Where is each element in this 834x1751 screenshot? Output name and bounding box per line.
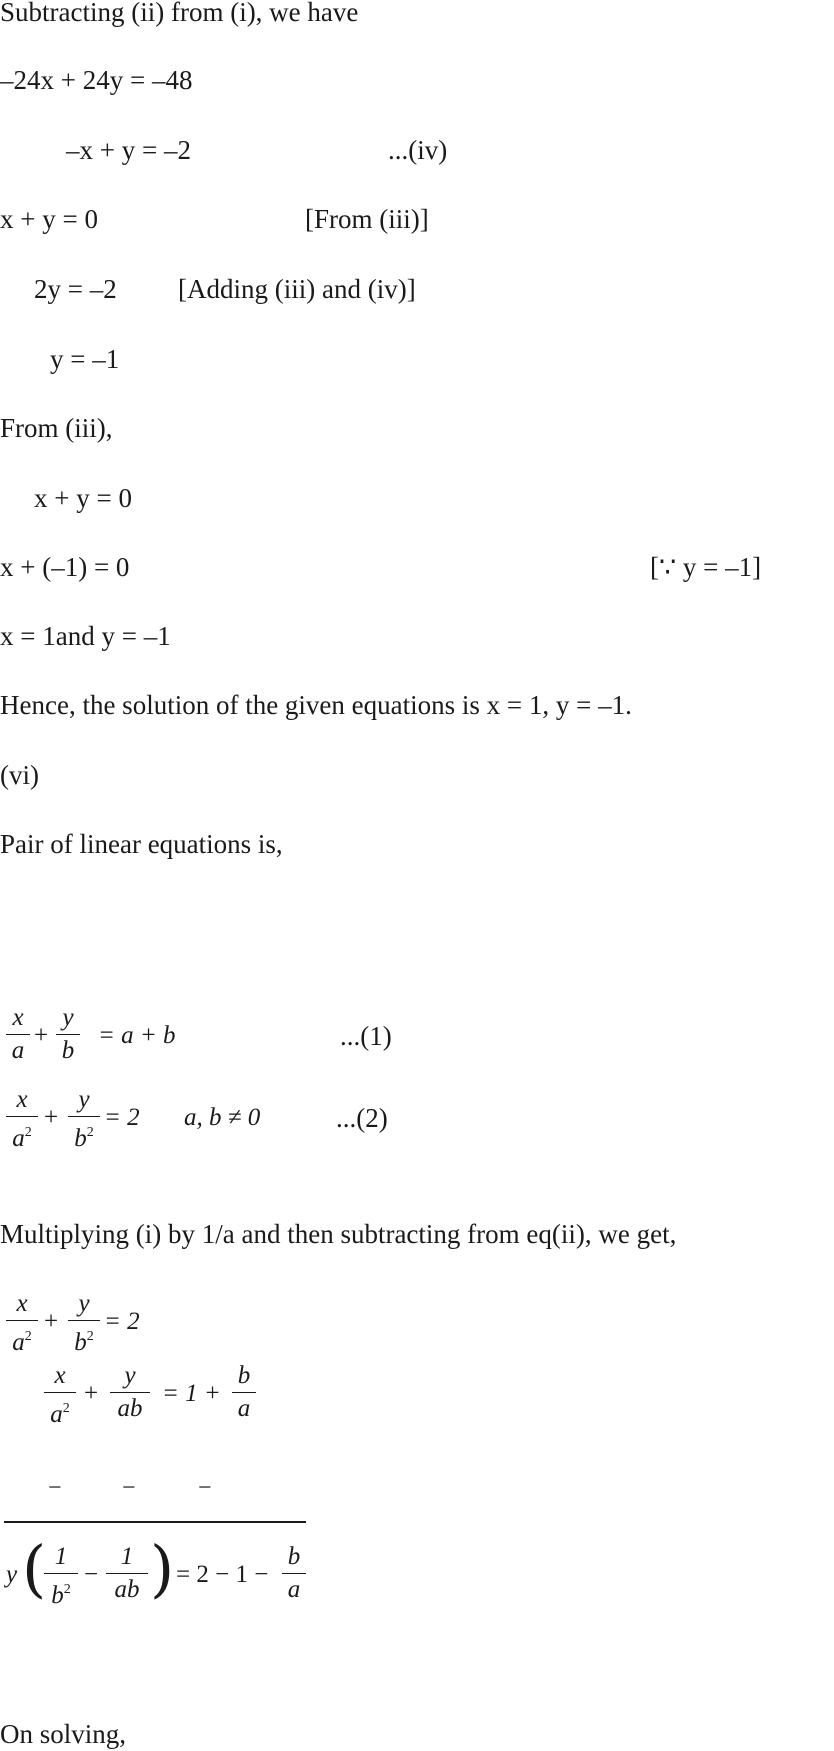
text-line: Subtracting (ii) from (i), we have xyxy=(0,0,359,27)
equation-rhs: = 2 − 1 − xyxy=(176,1561,269,1588)
operator: + xyxy=(44,1308,59,1335)
minus-sign: − xyxy=(122,1475,136,1501)
fraction: x a xyxy=(6,1004,30,1065)
fraction: x $a^2$ xyxy=(44,1362,76,1429)
fraction: x $a^2$ xyxy=(6,1086,38,1153)
fraction: x $a^2$ xyxy=(6,1290,38,1357)
minus-sign: − xyxy=(48,1475,62,1501)
text-line: On solving, xyxy=(0,1719,127,1749)
equation-reason: [Adding (iii) and (iv)] xyxy=(178,274,416,304)
text-line: From (iii), xyxy=(0,413,113,443)
equation-rhs: = 2 xyxy=(104,1308,140,1335)
equation-line: x + (–1) = 0 xyxy=(0,552,130,582)
equation-lhs: y xyxy=(6,1561,18,1588)
equation-tag: ...(2) xyxy=(336,1103,388,1133)
fraction: y ab xyxy=(110,1362,150,1423)
equation-line: –x + y = –2 xyxy=(66,135,191,165)
subtraction-rule xyxy=(4,1521,306,1523)
equation-condition: a, b ≠ 0 xyxy=(184,1104,261,1131)
equation-line: x = 1and y = –1 xyxy=(0,621,171,651)
equation-tag: ...(iv) xyxy=(388,135,448,165)
text-line: Pair of linear equations is, xyxy=(0,829,283,859)
operator: + xyxy=(84,1380,99,1407)
text-line: Hence, the solution of the given equations is x = 1, y = –1. xyxy=(0,690,632,720)
fraction: y b xyxy=(56,1004,80,1065)
equation-reason: [∵ y = –1] xyxy=(650,552,762,582)
equation-line: x + y = 0 xyxy=(0,204,98,234)
fraction: 1 ab xyxy=(106,1543,148,1604)
equation-reason: [From (iii)] xyxy=(305,204,429,234)
fraction: y $b^2$ xyxy=(68,1290,100,1357)
operator: − xyxy=(84,1561,99,1588)
text-line: Multiplying (i) by 1/a and then subtracting from eq(ii), we get, xyxy=(0,1219,677,1249)
equation-rhs: = 2 xyxy=(104,1104,140,1131)
fraction: y $b^2$ xyxy=(68,1086,100,1153)
fraction: b a xyxy=(232,1362,256,1423)
equation-rhs: = 1 + xyxy=(162,1380,221,1407)
equation-line: y = –1 xyxy=(50,344,120,374)
operator: + xyxy=(34,1022,49,1049)
equation-line: x + y = 0 xyxy=(34,483,132,513)
equation-line: 2y = –2 xyxy=(34,274,117,304)
left-paren: ( xyxy=(22,1532,47,1605)
right-paren: ) xyxy=(150,1532,175,1605)
operator: + xyxy=(44,1104,59,1131)
equation-line: –24x + 24y = –48 xyxy=(0,65,193,95)
minus-sign: − xyxy=(198,1475,212,1501)
fraction: 1 $b^2$ xyxy=(44,1543,78,1610)
equation-rhs: = a + b xyxy=(98,1022,176,1049)
equation-tag: ...(1) xyxy=(340,1021,392,1051)
text-line: (vi) xyxy=(0,760,39,790)
fraction: b a xyxy=(282,1543,306,1604)
